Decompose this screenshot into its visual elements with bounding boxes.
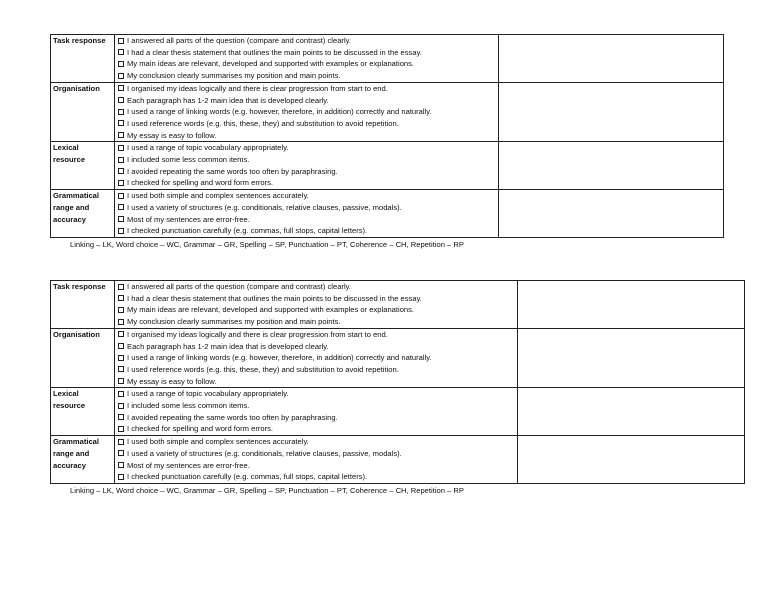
- checkbox-icon[interactable]: [118, 366, 124, 372]
- checklist-item[interactable]: I used a range of topic vocabulary appropriately.: [118, 388, 514, 400]
- checkbox-icon[interactable]: [118, 38, 124, 44]
- checklist-cell: [115, 82, 499, 142]
- checklist-cell: [115, 281, 518, 329]
- checkbox-icon[interactable]: [118, 378, 124, 384]
- checkbox-icon[interactable]: [118, 145, 124, 151]
- row-lexical-resource: [51, 142, 724, 190]
- checkbox-icon[interactable]: [118, 331, 124, 337]
- category-cell: [51, 82, 115, 142]
- checkbox-icon[interactable]: [118, 391, 124, 397]
- checkbox-icon[interactable]: [118, 120, 124, 126]
- comment-cell[interactable]: [518, 388, 745, 436]
- checklist-item[interactable]: My main ideas are relevant, developed and supported with examples or explanations.: [118, 304, 514, 316]
- checklist-item[interactable]: My conclusion clearly summarises my position and main points.: [118, 70, 495, 82]
- checklist-cell: [115, 190, 499, 238]
- checkbox-icon[interactable]: [118, 403, 124, 409]
- checkbox-icon[interactable]: [118, 216, 124, 222]
- checkbox-icon[interactable]: [118, 319, 124, 325]
- error-code-key: Linking – LK, Word choice – WC, Grammar – GR, Spelling – SP, Punctuation – PT, Coherence – CH, Repetition – RP: [70, 240, 464, 249]
- row-organisation: [51, 82, 724, 142]
- checkbox-icon[interactable]: [118, 204, 124, 210]
- checkbox-icon[interactable]: [118, 474, 124, 480]
- checklist-item[interactable]: My conclusion clearly summarises my position and main points.: [118, 316, 514, 328]
- checklist-item[interactable]: I answered all parts of the question (compare and contrast) clearly.: [118, 35, 495, 47]
- row-task-response: [51, 35, 724, 83]
- checklist-item[interactable]: I checked punctuation carefully (e.g. commas, full stops, capital letters).: [118, 225, 495, 237]
- category-label-task-response: Task response: [53, 36, 106, 45]
- checkbox-icon[interactable]: [118, 426, 124, 432]
- checkbox-icon[interactable]: [118, 462, 124, 468]
- checkbox-icon[interactable]: [118, 414, 124, 420]
- checklist-cell: [115, 142, 499, 190]
- checkbox-icon[interactable]: [118, 307, 124, 313]
- checkbox-icon[interactable]: [118, 355, 124, 361]
- comment-cell[interactable]: [518, 328, 745, 388]
- category-cell: [51, 436, 115, 484]
- comment-cell[interactable]: [499, 142, 724, 190]
- checklist-item[interactable]: I answered all parts of the question (compare and contrast) clearly.: [118, 281, 514, 293]
- checklist-item[interactable]: Most of my sentences are error-free.: [118, 460, 514, 472]
- checklist-item[interactable]: Each paragraph has 1-2 main idea that is developed clearly.: [118, 341, 514, 353]
- checklist-item[interactable]: I organised my ideas logically and there is clear progression from start to end.: [118, 83, 495, 95]
- category-cell: [51, 35, 115, 83]
- category-label-grammatical-range: Grammatical range and accuracy: [53, 437, 100, 470]
- checkbox-icon[interactable]: [118, 132, 124, 138]
- comment-cell[interactable]: [518, 436, 745, 484]
- checklist-item[interactable]: I used a range of topic vocabulary appropriately.: [118, 142, 495, 154]
- checkbox-icon[interactable]: [118, 97, 124, 103]
- category-label-lexical-resource: Lexical resource: [53, 389, 86, 411]
- checkbox-icon[interactable]: [118, 193, 124, 199]
- checklist-item[interactable]: I used a variety of structures (e.g. conditionals, relative clauses, passive, modals).: [118, 202, 495, 214]
- checklist-cell: [115, 436, 518, 484]
- checkbox-icon[interactable]: [118, 439, 124, 445]
- self-check-table-1: [50, 34, 724, 238]
- category-cell: [51, 388, 115, 436]
- row-organisation: [51, 328, 745, 388]
- category-cell: [51, 142, 115, 190]
- checkbox-icon[interactable]: [118, 284, 124, 290]
- checklist-item[interactable]: My essay is easy to follow.: [118, 130, 495, 142]
- checkbox-icon[interactable]: [118, 228, 124, 234]
- row-grammatical-range: [51, 190, 724, 238]
- category-cell: [51, 190, 115, 238]
- checklist-cell: [115, 35, 499, 83]
- category-label-organisation: Organisation: [53, 83, 100, 93]
- comment-cell[interactable]: [499, 82, 724, 142]
- comment-cell[interactable]: [499, 190, 724, 238]
- self-check-table-2: [50, 280, 745, 484]
- checklist-item[interactable]: I avoided repeating the same words too often by paraphrasing.: [118, 412, 514, 424]
- category-label-task-response: Task response: [53, 282, 106, 291]
- checkbox-icon[interactable]: [118, 450, 124, 456]
- checklist-item[interactable]: I checked for spelling and word form errors.: [118, 423, 514, 435]
- checklist-item[interactable]: I avoided repeating the same words too often by paraphrasing.: [118, 166, 495, 178]
- checkbox-icon[interactable]: [118, 157, 124, 163]
- checklist-item[interactable]: I used reference words (e.g. this, these, they) and substitution to avoid repetition.: [118, 118, 495, 130]
- checklist-item[interactable]: I included some less common items.: [118, 154, 495, 166]
- error-code-key: Linking – LK, Word choice – WC, Grammar – GR, Spelling – SP, Punctuation – PT, Coherence – CH, Repetition – RP: [70, 486, 464, 495]
- checklist-item[interactable]: I checked punctuation carefully (e.g. commas, full stops, capital letters).: [118, 471, 514, 483]
- checkbox-icon[interactable]: [118, 168, 124, 174]
- checklist-cell: [115, 388, 518, 436]
- checklist-item[interactable]: I included some less common items.: [118, 400, 514, 412]
- checklist-item[interactable]: I used a range of linking words (e.g. however, therefore, in addition) correctly and naturally.: [118, 106, 495, 118]
- checkbox-icon[interactable]: [118, 109, 124, 115]
- row-lexical-resource: [51, 388, 745, 436]
- comment-cell[interactable]: [499, 35, 724, 83]
- checklist-item[interactable]: I used a range of linking words (e.g. however, therefore, in addition) correctly and naturally.: [118, 352, 514, 364]
- checklist-item[interactable]: I used reference words (e.g. this, these, they) and substitution to avoid repetition.: [118, 364, 514, 376]
- category-cell: [51, 328, 115, 388]
- row-grammatical-range: [51, 436, 745, 484]
- checkbox-icon[interactable]: [118, 73, 124, 79]
- checklist-item[interactable]: My main ideas are relevant, developed and supported with examples or explanations.: [118, 58, 495, 70]
- checkbox-icon[interactable]: [118, 295, 124, 301]
- checklist-item[interactable]: I used a variety of structures (e.g. conditionals, relative clauses, passive, modals).: [118, 448, 514, 460]
- checklist-item[interactable]: I had a clear thesis statement that outlines the main points to be discussed in the essay.: [118, 293, 514, 305]
- checklist-item[interactable]: I had a clear thesis statement that outlines the main points to be discussed in the essay.: [118, 47, 495, 59]
- row-task-response: [51, 281, 745, 329]
- checkbox-icon[interactable]: [118, 343, 124, 349]
- checkbox-icon[interactable]: [118, 49, 124, 55]
- checklist-item[interactable]: I used both simple and complex sentences accurately.: [118, 436, 514, 448]
- checklist-item[interactable]: I used both simple and complex sentences accurately.: [118, 190, 495, 202]
- checkbox-icon[interactable]: [118, 85, 124, 91]
- checklist-item[interactable]: I organised my ideas logically and there is clear progression from start to end.: [118, 329, 514, 341]
- category-label-grammatical-range: Grammatical range and accuracy: [53, 191, 100, 224]
- checklist-item[interactable]: Most of my sentences are error-free.: [118, 214, 495, 226]
- checklist-item[interactable]: Each paragraph has 1-2 main idea that is developed clearly.: [118, 95, 495, 107]
- category-label-lexical-resource: Lexical resource: [53, 143, 86, 165]
- checkbox-icon[interactable]: [118, 180, 124, 186]
- comment-cell[interactable]: [518, 281, 745, 329]
- checklist-cell: [115, 328, 518, 388]
- category-cell: [51, 281, 115, 329]
- checklist-item[interactable]: My essay is easy to follow.: [118, 376, 514, 388]
- checklist-item[interactable]: I checked for spelling and word form errors.: [118, 177, 495, 189]
- category-label-organisation: Organisation: [53, 329, 100, 339]
- checkbox-icon[interactable]: [118, 61, 124, 67]
